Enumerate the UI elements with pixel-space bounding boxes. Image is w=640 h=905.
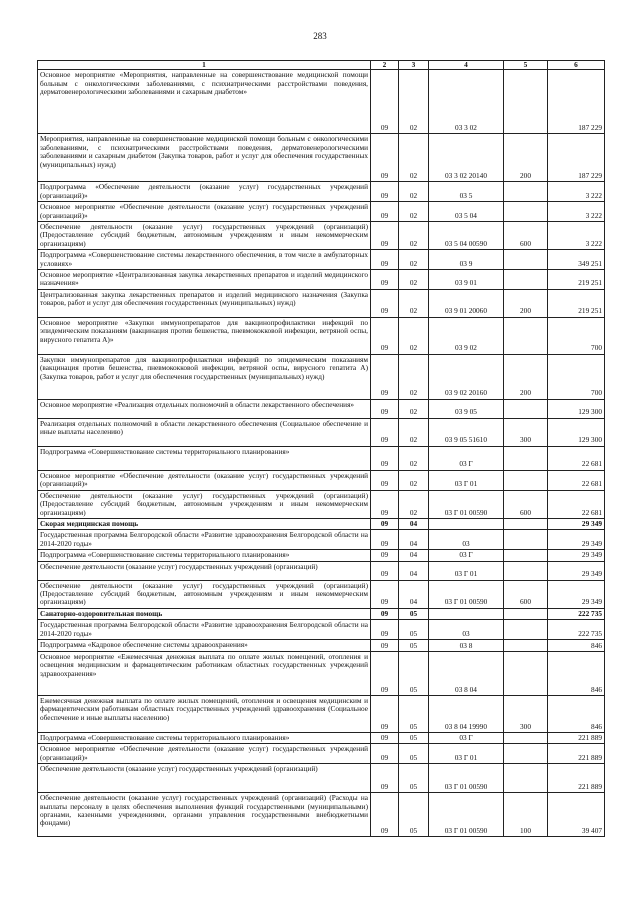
row-description: Государственная программа Белгородской области «Развитие здравоохранения Белгородской области на 2014-2020 годы» — [38, 620, 371, 640]
row-amount: 846 — [548, 639, 605, 651]
row-description: Обеспечение деятельности (оказание услуг) государственных учреждений (организаций) (Предоставление субсидий бюджетным, автономным учреждениям и иным некоммерческим организациям) — [38, 580, 371, 608]
header-col-1: 1 — [38, 61, 371, 70]
table-row — [38, 639, 605, 651]
header-col-2: 2 — [371, 61, 399, 70]
header-col-3: 3 — [399, 61, 429, 70]
row-section-code: 09 — [371, 550, 399, 561]
row-section-code: 09 — [371, 764, 399, 793]
budget-table — [37, 60, 605, 837]
table-row — [38, 289, 605, 317]
row-description: Обеспечение деятельности (оказание услуг) государственных учреждений (организаций) (Предоставление субсидий бюджетным, автономным учреждениям и иным некоммерческим организациям) — [38, 490, 371, 518]
row-subsection-code: 04 — [399, 550, 429, 561]
row-target-article: 03 9 — [429, 250, 504, 270]
row-section-code: 09 — [371, 608, 399, 619]
row-expense-type: 100 — [504, 793, 548, 837]
row-section-code: 09 — [371, 651, 399, 695]
row-amount: 700 — [548, 354, 605, 399]
row-amount: 29 349 — [548, 550, 605, 561]
row-expense-type — [504, 764, 548, 793]
row-description: Централизованная закупка лекарственных препаратов и изделий медицинского назначения (Закупка товаров, работ и услуг для обеспечения государственных (муниципальных) нужд) — [38, 289, 371, 317]
row-description: Основное мероприятие «Закупки иммунопрепаратов для вакцинопрофилактики инфекций по эпидемическим показаниям (вакцинация против бешенства, пневмококковой инфекции, ветряной оспы, вирусного гепатита А)» — [38, 317, 371, 354]
row-description: Основное мероприятие «Мероприятия, направленные на совершенствование медицинской помощи больным с онкологическими заболеваниями, с психиатрическими расстройствами поведения, дерматовенерологическими заболеваниями и сахарным диабетом» — [38, 70, 371, 134]
row-target-article: 03 9 05 — [429, 399, 504, 418]
row-amount: 187 229 — [548, 70, 605, 134]
row-expense-type — [504, 202, 548, 222]
row-target-article: 03 5 04 — [429, 202, 504, 222]
row-section-code: 09 — [371, 250, 399, 270]
table-row — [38, 732, 605, 743]
row-amount: 846 — [548, 651, 605, 695]
row-description: Подпрограмма «Совершенствование системы территориального планирования» — [38, 446, 371, 470]
row-description: Обеспечение деятельности (оказание услуг) государственных учреждений (организаций) (Расходы на выплаты персоналу в целях обеспечения выполнения функций государственными (муниципальными) органами, казенными учреждениями, органами управления государственными внебюджетными фондами) — [38, 793, 371, 837]
row-subsection-code: 04 — [399, 530, 429, 550]
row-target-article — [429, 518, 504, 529]
row-expense-type: 300 — [504, 418, 548, 446]
row-expense-type — [504, 732, 548, 743]
row-description: Скорая медицинская помощь — [38, 518, 371, 529]
row-subsection-code: 02 — [399, 354, 429, 399]
table-row — [38, 530, 605, 550]
row-target-article: 03 — [429, 620, 504, 640]
table-row — [38, 550, 605, 561]
row-target-article: 03 5 04 00590 — [429, 222, 504, 250]
row-subsection-code: 02 — [399, 446, 429, 470]
row-section-code: 09 — [371, 490, 399, 518]
row-expense-type: 200 — [504, 289, 548, 317]
row-subsection-code: 02 — [399, 250, 429, 270]
row-subsection-code: 02 — [399, 70, 429, 134]
row-section-code: 09 — [371, 530, 399, 550]
row-expense-type — [504, 317, 548, 354]
row-amount: 221 889 — [548, 764, 605, 793]
row-target-article: 03 Г 01 00590 — [429, 764, 504, 793]
row-amount: 222 735 — [548, 620, 605, 640]
row-subsection-code: 04 — [399, 561, 429, 580]
row-subsection-code: 05 — [399, 620, 429, 640]
row-target-article: 03 3 02 — [429, 70, 504, 134]
row-subsection-code: 02 — [399, 289, 429, 317]
row-section-code: 09 — [371, 744, 399, 764]
row-amount: 22 681 — [548, 470, 605, 490]
row-subsection-code: 02 — [399, 490, 429, 518]
row-subsection-code: 05 — [399, 695, 429, 732]
row-description: Основное мероприятие «Обеспечение деятельности (оказание услуг) государственных учреждений (организаций)» — [38, 744, 371, 764]
row-target-article: 03 Г — [429, 732, 504, 743]
row-subsection-code: 05 — [399, 764, 429, 793]
row-expense-type: 200 — [504, 134, 548, 182]
row-amount: 700 — [548, 317, 605, 354]
row-target-article: 03 Г 01 00590 — [429, 580, 504, 608]
row-target-article: 03 Г 01 00590 — [429, 490, 504, 518]
row-section-code: 09 — [371, 182, 399, 202]
row-expense-type — [504, 550, 548, 561]
row-target-article: 03 3 02 20140 — [429, 134, 504, 182]
row-amount: 29 349 — [548, 518, 605, 529]
row-subsection-code: 02 — [399, 418, 429, 446]
row-description: Санаторно-оздоровительная помощь — [38, 608, 371, 619]
table-row — [38, 354, 605, 399]
row-section-code: 09 — [371, 580, 399, 608]
row-section-code: 09 — [371, 317, 399, 354]
row-subsection-code: 02 — [399, 317, 429, 354]
row-subsection-code: 02 — [399, 222, 429, 250]
row-subsection-code: 05 — [399, 793, 429, 837]
row-amount: 222 735 — [548, 608, 605, 619]
row-section-code: 09 — [371, 399, 399, 418]
row-section-code: 09 — [371, 70, 399, 134]
row-description: Подпрограмма «Кадровое обеспечение системы здравоохранения» — [38, 639, 371, 651]
row-target-article: 03 9 02 20160 — [429, 354, 504, 399]
row-target-article: 03 Г 01 — [429, 744, 504, 764]
row-section-code: 09 — [371, 134, 399, 182]
row-amount: 3 222 — [548, 202, 605, 222]
row-description: Закупки иммунопрепаратов для вакцинопрофилактики инфекций по эпидемическим показаниям (вакцинация против бешенства, пневмококковой инфекции, ветряной оспы, вирусного гепатита А) (Закупка товаров, работ и услуг для обеспечения государственных (муниципальных) нужд) — [38, 354, 371, 399]
table-row — [38, 744, 605, 764]
row-target-article — [429, 608, 504, 619]
row-subsection-code: 05 — [399, 651, 429, 695]
table-row — [38, 134, 605, 182]
row-section-code: 09 — [371, 732, 399, 743]
row-expense-type — [504, 744, 548, 764]
table-row — [38, 651, 605, 695]
section-row — [38, 518, 605, 529]
row-amount: 29 349 — [548, 530, 605, 550]
row-section-code: 09 — [371, 202, 399, 222]
header-col-4: 4 — [429, 61, 504, 70]
row-subsection-code: 04 — [399, 580, 429, 608]
row-expense-type: 600 — [504, 580, 548, 608]
table-row — [38, 490, 605, 518]
table-row — [38, 561, 605, 580]
table-row — [38, 222, 605, 250]
table-row — [38, 620, 605, 640]
row-section-code: 09 — [371, 289, 399, 317]
row-subsection-code: 02 — [399, 182, 429, 202]
table-row — [38, 182, 605, 202]
row-section-code: 09 — [371, 561, 399, 580]
row-amount: 39 407 — [548, 793, 605, 837]
row-description: Реализация отдельных полномочий в области лекарственного обеспечения (Социальное обеспечение и иные выплаты населению) — [38, 418, 371, 446]
table-header-row — [38, 61, 605, 70]
row-target-article: 03 9 01 — [429, 270, 504, 290]
row-amount: 22 681 — [548, 446, 605, 470]
row-amount: 187 229 — [548, 134, 605, 182]
row-target-article: 03 9 02 — [429, 317, 504, 354]
row-amount: 3 222 — [548, 182, 605, 202]
row-subsection-code: 05 — [399, 639, 429, 651]
row-description: Подпрограмма «Совершенствование системы территориального планирования» — [38, 732, 371, 743]
row-expense-type — [504, 399, 548, 418]
row-expense-type — [504, 518, 548, 529]
table-row — [38, 793, 605, 837]
table-row — [38, 470, 605, 490]
row-description: Мероприятия, направленные на совершенствование медицинской помощи больным с онкологическими заболеваниями, с психиатрическими расстройствами поведения, дерматовенерологическими заболеваниями и сахарным диабетом (Закупка товаров, работ и услуг для обеспечения государственных (муниципальных) нужд) — [38, 134, 371, 182]
row-target-article: 03 8 04 — [429, 651, 504, 695]
row-expense-type — [504, 651, 548, 695]
row-expense-type — [504, 182, 548, 202]
row-section-code: 09 — [371, 470, 399, 490]
row-subsection-code: 05 — [399, 732, 429, 743]
row-expense-type — [504, 639, 548, 651]
row-amount: 129 300 — [548, 399, 605, 418]
table-row — [38, 250, 605, 270]
table-row — [38, 418, 605, 446]
row-description: Обеспечение деятельности (оказание услуг) государственных учреждений (организаций) — [38, 764, 371, 793]
page-number: 283 — [313, 31, 327, 41]
row-section-code: 09 — [371, 446, 399, 470]
table-row — [38, 764, 605, 793]
row-amount: 29 349 — [548, 561, 605, 580]
row-description: Основное мероприятие «Реализация отдельных полномочий в области лекарственного обеспечения» — [38, 399, 371, 418]
row-expense-type — [504, 470, 548, 490]
row-expense-type — [504, 270, 548, 290]
row-section-code: 09 — [371, 695, 399, 732]
row-expense-type — [504, 530, 548, 550]
row-description: Подпрограмма «Обеспечение деятельности (оказание услуг) государственных учреждений (организаций)» — [38, 182, 371, 202]
row-target-article: 03 8 04 19990 — [429, 695, 504, 732]
row-expense-type: 200 — [504, 354, 548, 399]
section-row — [38, 608, 605, 619]
row-target-article: 03 Г — [429, 446, 504, 470]
row-target-article: 03 8 — [429, 639, 504, 651]
row-description: Ежемесячная денежная выплата по оплате жилых помещений, отопления и освещения медицинским и фармацевтическим работникам областных государственных учреждений здравоохранения (Социальное обеспечение и иные выплаты населению) — [38, 695, 371, 732]
row-expense-type — [504, 608, 548, 619]
row-description: Государственная программа Белгородской области «Развитие здравоохранения Белгородской области на 2014-2020 годы» — [38, 530, 371, 550]
row-subsection-code: 02 — [399, 202, 429, 222]
table-row — [38, 446, 605, 470]
row-description: Обеспечение деятельности (оказание услуг) государственных учреждений (организаций) (Предоставление субсидий бюджетным, автономным учреждениям и иным некоммерческим организациям) — [38, 222, 371, 250]
row-amount: 221 889 — [548, 744, 605, 764]
row-description: Основное мероприятие «Ежемесячная денежная выплата по оплате жилых помещений, отопления и освещения медицинским и фармацевтическим работникам областных государственных учреждений здравоохранения» — [38, 651, 371, 695]
row-target-article: 03 5 — [429, 182, 504, 202]
row-subsection-code: 02 — [399, 134, 429, 182]
table-row — [38, 70, 605, 134]
table-row — [38, 202, 605, 222]
row-section-code: 09 — [371, 222, 399, 250]
row-expense-type: 600 — [504, 490, 548, 518]
row-section-code: 09 — [371, 418, 399, 446]
row-description: Основное мероприятие «Обеспечение деятельности (оказание услуг) государственных учреждений (организаций)» — [38, 470, 371, 490]
row-subsection-code: 02 — [399, 470, 429, 490]
row-description: Подпрограмма «Совершенствование системы территориального планирования» — [38, 550, 371, 561]
row-target-article: 03 Г — [429, 550, 504, 561]
row-amount: 219 251 — [548, 270, 605, 290]
row-section-code: 09 — [371, 620, 399, 640]
table-row — [38, 399, 605, 418]
row-description: Основное мероприятие «Обеспечение деятельности (оказание услуг) государственных учреждений (организаций)» — [38, 202, 371, 222]
row-subsection-code: 02 — [399, 270, 429, 290]
row-expense-type — [504, 446, 548, 470]
table-body — [38, 70, 605, 837]
row-description: Подпрограмма «Совершенствование системы лекарственного обеспечения, в том числе в амбулаторных условиях» — [38, 250, 371, 270]
row-expense-type — [504, 620, 548, 640]
table-row — [38, 695, 605, 732]
row-section-code: 09 — [371, 639, 399, 651]
row-amount: 219 251 — [548, 289, 605, 317]
row-amount: 349 251 — [548, 250, 605, 270]
row-subsection-code: 05 — [399, 608, 429, 619]
row-expense-type — [504, 70, 548, 134]
row-section-code: 09 — [371, 518, 399, 529]
row-amount: 3 222 — [548, 222, 605, 250]
row-target-article: 03 9 01 20060 — [429, 289, 504, 317]
row-section-code: 09 — [371, 270, 399, 290]
row-section-code: 09 — [371, 354, 399, 399]
header-col-6: 6 — [548, 61, 605, 70]
row-target-article: 03 Г 01 00590 — [429, 793, 504, 837]
table-row — [38, 270, 605, 290]
row-amount: 129 300 — [548, 418, 605, 446]
row-expense-type: 600 — [504, 222, 548, 250]
table-row — [38, 317, 605, 354]
row-expense-type — [504, 250, 548, 270]
row-expense-type — [504, 561, 548, 580]
row-subsection-code: 05 — [399, 744, 429, 764]
row-description: Основное мероприятие «Централизованная закупка лекарственных препаратов и изделий медицинского назначения» — [38, 270, 371, 290]
row-expense-type: 300 — [504, 695, 548, 732]
row-amount: 221 889 — [548, 732, 605, 743]
row-subsection-code: 02 — [399, 399, 429, 418]
table-row — [38, 580, 605, 608]
row-target-article: 03 Г 01 — [429, 561, 504, 580]
row-target-article: 03 — [429, 530, 504, 550]
row-section-code: 09 — [371, 793, 399, 837]
row-amount: 29 349 — [548, 580, 605, 608]
row-subsection-code: 04 — [399, 518, 429, 529]
row-amount: 846 — [548, 695, 605, 732]
row-target-article: 03 Г 01 — [429, 470, 504, 490]
row-description: Обеспечение деятельности (оказание услуг) государственных учреждений (организаций) — [38, 561, 371, 580]
row-amount: 22 681 — [548, 490, 605, 518]
header-col-5: 5 — [504, 61, 548, 70]
row-target-article: 03 9 05 51610 — [429, 418, 504, 446]
